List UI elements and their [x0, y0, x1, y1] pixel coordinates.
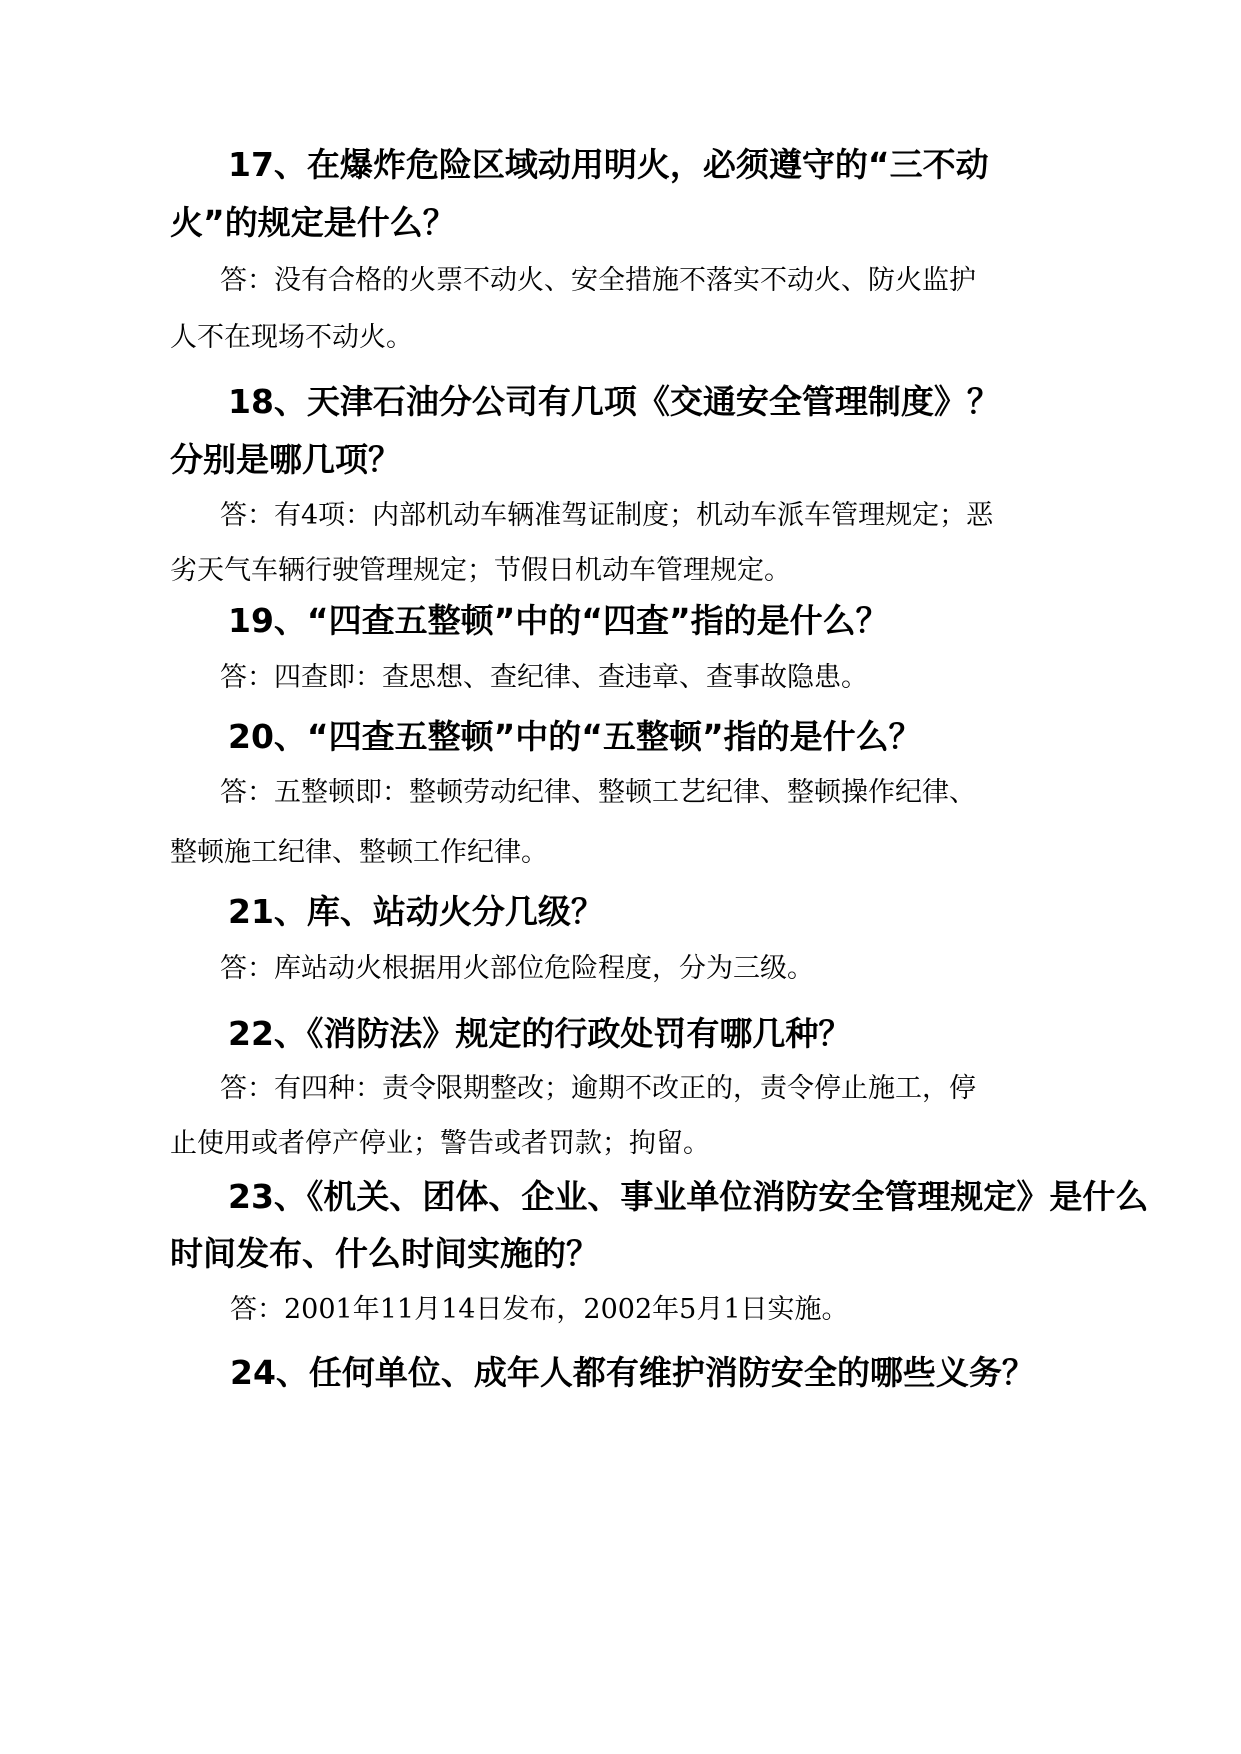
- question-22: 22、《消防法》规定的行政处罚有哪几种？: [228, 1014, 852, 1053]
- answer-22-line-2: 止使用或者停产停业；警告或者罚款；拘留。: [170, 1128, 710, 1159]
- answer-20-line-2: 整顿施工纪律、整顿工作纪律。: [170, 837, 548, 868]
- question-23-line-2: 时间发布、什么时间实施的？: [170, 1234, 599, 1273]
- answer-21: 答：库站动火根据用火部位危险程度，分为三级。: [220, 953, 814, 984]
- question-24: 24、任何单位、成年人都有维护消防安全的哪些义务？: [230, 1353, 1035, 1392]
- question-19: 19、“四查五整顿”中的“四查”指的是什么？: [228, 601, 889, 640]
- answer-23: 答：2001年11月14日发布，2002年5月1日实施。: [230, 1294, 849, 1325]
- question-17-line-2: 火”的规定是什么？: [170, 203, 456, 242]
- question-17-line-1: 17、在爆炸危险区域动用明火，必须遵守的“三不动: [228, 145, 989, 184]
- answer-22-line-1: 答：有四种：责令限期整改；逾期不改正的，责令停止施工，停: [220, 1073, 976, 1104]
- question-20: 20、“四查五整顿”中的“五整顿”指的是什么？: [228, 717, 922, 756]
- answer-17-line-1: 答：没有合格的火票不动火、安全措施不落实不动火、防火监护: [220, 265, 976, 296]
- answer-19: 答：四查即：查思想、查纪律、查违章、查事故隐患。: [220, 662, 868, 693]
- answer-18-line-1: 答：有4项：内部机动车辆准驾证制度；机动车派车管理规定；恶: [220, 500, 994, 531]
- answer-18-line-2: 劣天气车辆行驶管理规定；节假日机动车管理规定。: [170, 555, 791, 586]
- answer-20-line-1: 答：五整顿即：整顿劳动纪律、整顿工艺纪律、整顿操作纪律、: [220, 777, 976, 808]
- question-18-line-1: 18、天津石油分公司有几项《交通安全管理制度》？: [228, 382, 1000, 421]
- question-23-line-1: 23、《机关、团体、企业、事业单位消防安全管理规定》是什么: [228, 1177, 1149, 1216]
- answer-17-line-2: 人不在现场不动火。: [170, 322, 413, 353]
- question-21: 21、库、站动火分几级？: [228, 892, 604, 931]
- question-18-line-2: 分别是哪几项？: [170, 440, 401, 479]
